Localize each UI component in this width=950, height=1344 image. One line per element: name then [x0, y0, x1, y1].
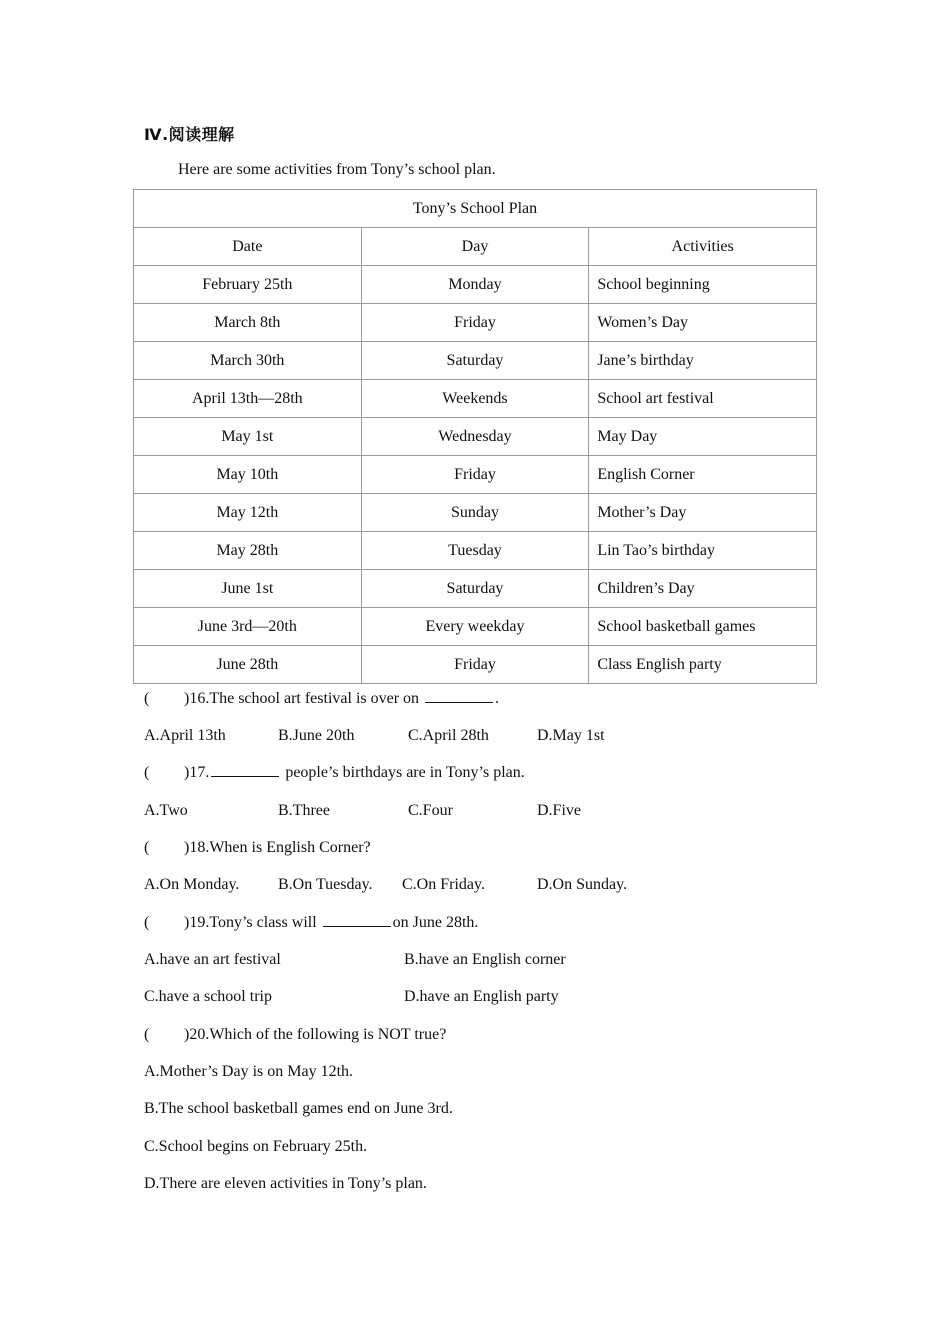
- day-cell: Sunday: [361, 494, 589, 532]
- activity-cell: May Day: [589, 418, 817, 456]
- activity-cell: Mother’s Day: [589, 494, 817, 532]
- day-cell: Saturday: [361, 570, 589, 608]
- column-header-day: Day: [361, 228, 589, 266]
- school-plan-table: [133, 189, 817, 684]
- question-17: [144, 764, 525, 782]
- question-18-text: )18.When is English Corner?: [184, 839, 371, 856]
- question-19-end: on June 28th.: [392, 914, 479, 931]
- activity-cell: Class English party: [589, 646, 817, 684]
- question-19: [144, 914, 478, 932]
- table-row: [134, 342, 817, 380]
- date-cell: April 13th—28th: [134, 380, 362, 418]
- date-cell: June 28th: [134, 646, 362, 684]
- question-20: [144, 1026, 446, 1044]
- option-d: D.There are eleven activities in Tony’s plan.: [144, 1175, 427, 1192]
- question-17-text: )17.: [184, 764, 210, 781]
- answer-blank: [211, 764, 279, 777]
- date-cell: June 3rd—20th: [134, 608, 362, 646]
- option-b: B.On Tuesday.: [278, 876, 373, 893]
- day-cell: Friday: [361, 304, 589, 342]
- day-cell: Tuesday: [361, 532, 589, 570]
- table-row: [134, 418, 817, 456]
- section-title: Ⅳ.阅读理解: [144, 125, 235, 144]
- activity-cell: School basketball games: [589, 608, 817, 646]
- date-cell: March 30th: [134, 342, 362, 380]
- option-a: A.Two: [144, 802, 188, 819]
- option-c: C.April 28th: [408, 727, 489, 744]
- date-cell: February 25th: [134, 266, 362, 304]
- question-18: [144, 839, 371, 857]
- day-cell: Friday: [361, 646, 589, 684]
- day-cell: Saturday: [361, 342, 589, 380]
- answer-blank: [323, 914, 391, 927]
- question-17-end: people’s birthdays are in Tony’s plan.: [285, 764, 525, 781]
- date-cell: May 12th: [134, 494, 362, 532]
- activity-cell: Jane’s birthday: [589, 342, 817, 380]
- table-row: [134, 266, 817, 304]
- day-cell: Weekends: [361, 380, 589, 418]
- table-row: [134, 494, 817, 532]
- date-cell: May 10th: [134, 456, 362, 494]
- answer-bracket[interactable]: (: [144, 1026, 150, 1043]
- table-caption: Tony’s School Plan: [134, 190, 817, 228]
- day-cell: Monday: [361, 266, 589, 304]
- question-19-text: )19.Tony’s class will: [184, 914, 317, 931]
- day-cell: Wednesday: [361, 418, 589, 456]
- question-20-text: )20.Which of the following is NOT true?: [184, 1026, 447, 1043]
- option-c: C.Four: [408, 802, 453, 819]
- table-row: [134, 304, 817, 342]
- answer-bracket[interactable]: (: [144, 914, 150, 931]
- intro-text: Here are some activities from Tony’s school plan.: [178, 161, 496, 178]
- option-c: C.On Friday.: [402, 876, 485, 893]
- table-row: [134, 570, 817, 608]
- date-cell: March 8th: [134, 304, 362, 342]
- table-row: [134, 380, 817, 418]
- table-row: [134, 532, 817, 570]
- answer-bracket[interactable]: (: [144, 690, 150, 707]
- option-a: A.On Monday.: [144, 876, 240, 893]
- answer-blank: [425, 690, 493, 703]
- table-row: [134, 608, 817, 646]
- activity-cell: Lin Tao’s birthday: [589, 532, 817, 570]
- option-d: D.May 1st: [537, 727, 605, 744]
- question-16-end: .: [495, 690, 500, 707]
- activity-cell: School beginning: [589, 266, 817, 304]
- table-caption-row: [134, 190, 817, 228]
- question-16-text: )16.The school art festival is over on: [184, 690, 420, 707]
- date-cell: June 1st: [134, 570, 362, 608]
- option-a: A.have an art festival: [144, 951, 281, 968]
- activity-cell: Children’s Day: [589, 570, 817, 608]
- activity-cell: English Corner: [589, 456, 817, 494]
- option-d: D.have an English party: [404, 988, 559, 1005]
- answer-bracket[interactable]: (: [144, 839, 150, 856]
- column-header-activities: Activities: [589, 228, 817, 266]
- option-d: D.On Sunday.: [537, 876, 628, 893]
- question-16: [144, 690, 499, 708]
- day-cell: Every weekday: [361, 608, 589, 646]
- day-cell: Friday: [361, 456, 589, 494]
- activity-cell: School art festival: [589, 380, 817, 418]
- date-cell: May 1st: [134, 418, 362, 456]
- answer-bracket[interactable]: (: [144, 764, 150, 781]
- date-cell: May 28th: [134, 532, 362, 570]
- column-header-date: Date: [134, 228, 362, 266]
- option-a: A.Mother’s Day is on May 12th.: [144, 1063, 354, 1080]
- option-d: D.Five: [537, 802, 581, 819]
- option-b: B.Three: [278, 802, 330, 819]
- option-a: A.April 13th: [144, 727, 226, 744]
- option-b: B.June 20th: [278, 727, 355, 744]
- option-b: B.The school basketball games end on June 3rd.: [144, 1100, 453, 1117]
- activity-cell: Women’s Day: [589, 304, 817, 342]
- option-b: B.have an English corner: [404, 951, 566, 968]
- option-c: C.School begins on February 25th.: [144, 1138, 368, 1155]
- table-row: [134, 646, 817, 684]
- option-c: C.have a school trip: [144, 988, 272, 1005]
- table-header-row: [134, 228, 817, 266]
- table-row: [134, 456, 817, 494]
